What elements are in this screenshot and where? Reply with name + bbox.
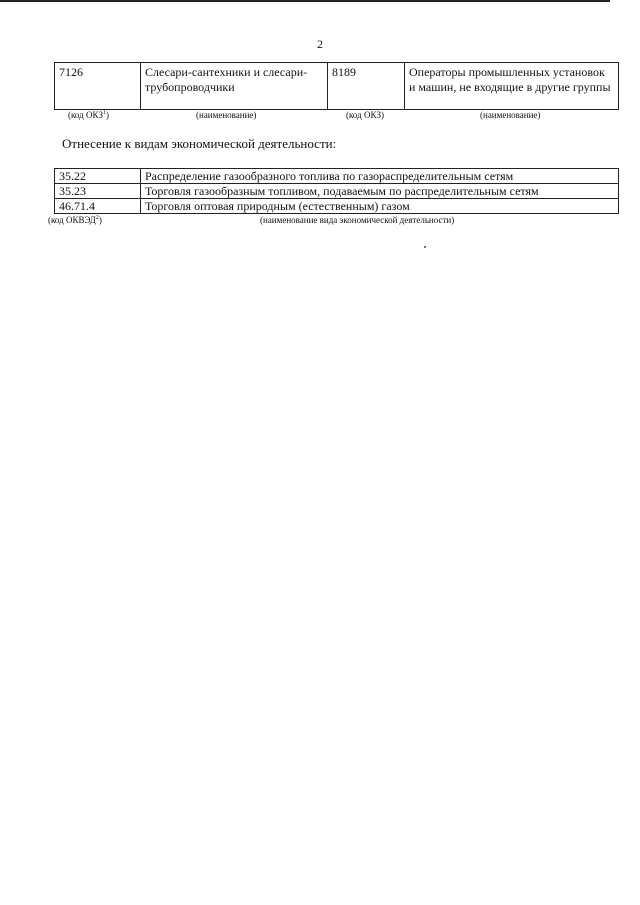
table-row [55,199,619,214]
page-top-edge-rule [0,0,610,2]
okz-name-caption: (наименование) [196,110,257,120]
okz-code-cell: 7126 [55,63,141,110]
okved-code-cell: 46.71.4 [55,199,141,214]
okz-occupation-table [54,62,619,110]
okved-name-cell: Распределение газообразного топлива по газораспределительным сетям [141,169,619,184]
okz-name-caption: (наименование) [480,110,541,120]
scan-speck [424,246,426,248]
okved-activity-table [54,168,619,214]
okz-name-cell: Операторы промышленных установок и машин, не входящие в другие группы [405,63,619,110]
section-heading: Отнесение к видам экономической деятельности: [62,136,337,151]
okved-code-cell: 35.22 [55,169,141,184]
okz-name-cell: Слесари-сантехники и слесари-трубопроводчики [141,63,328,110]
table-row [55,63,619,110]
okved-name-cell: Торговля оптовая природным (естественным) газом [141,199,619,214]
footnote-marker: 1 [103,110,106,116]
okved-code-caption: (код ОКВЭД$^2$) [48,215,102,225]
okz-code-caption: (код ОКЗ$^1$) [68,110,109,120]
okved-name-caption: (наименование вида экономической деятельности) [260,215,455,225]
page-number: 2 [317,37,323,51]
table-row [55,169,619,184]
okz-table-caption-row [54,110,619,122]
okved-table-caption-row [48,215,619,227]
okz-code-caption: (код ОКЗ) [346,110,384,120]
okved-code-cell: 35.23 [55,184,141,199]
table-row [55,184,619,199]
okved-name-cell: Торговля газообразным топливом, подаваемым по распределительным сетям [141,184,619,199]
footnote-marker: 2 [95,215,99,221]
okz-code-cell: 8189 [328,63,405,110]
